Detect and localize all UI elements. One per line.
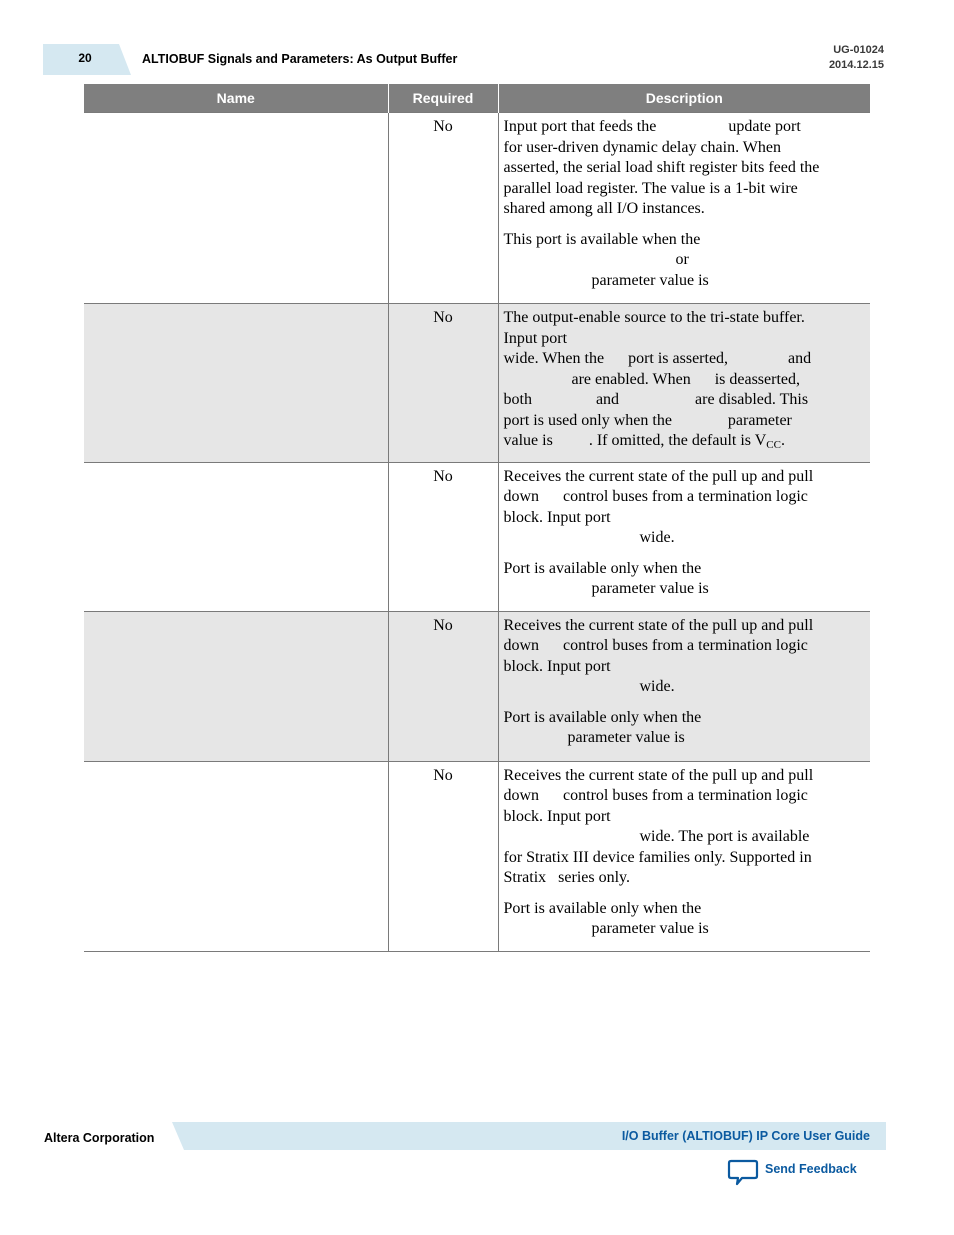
doc-info (829, 43, 884, 73)
table-row (84, 113, 870, 304)
doc-date: 2014.12.15 (828, 59, 884, 71)
send-feedback-label[interactable]: Send Feedback (765, 1162, 857, 1176)
description-paragraph: This port is available when the or parameter value is (503, 230, 709, 289)
cell-description (498, 304, 870, 463)
cell-required: No (388, 113, 498, 304)
description-paragraph: Input port that feeds the update port for user-driven dynamic delay chain. When asserted, the serial load shift register bits feed the parallel load register. The value is a 1-bit wire shared among all I/O instances. (503, 118, 820, 217)
cell-name (84, 611, 388, 761)
cell-required: No (388, 611, 498, 761)
chat-bubble-icon (727, 1158, 759, 1186)
company-name: Altera Corporation (44, 1131, 155, 1145)
cell-description (498, 462, 870, 611)
column-header-required: Required (388, 84, 498, 113)
description-paragraph: Receives the current state of the pull up and pull down control buses from a termination logic block. Input port wide. The port is available for Stratix III device families only. Supported in Stratix series only. (503, 766, 814, 886)
signals-table (84, 84, 870, 952)
cell-description (498, 611, 870, 761)
cell-required: No (388, 761, 498, 951)
cell-description (498, 761, 870, 951)
description-paragraph: Receives the current state of the pull up and pull down control buses from a termination logic block. Input port wide. (503, 616, 814, 695)
cell-name (84, 113, 388, 304)
doc-id: UG-01024 (833, 44, 884, 56)
section-title: ALTIOBUF Signals and Parameters: As Output Buffer (142, 52, 458, 66)
description-paragraph: Receives the current state of the pull up and pull down control buses from a termination logic block. Input port wide. (503, 467, 814, 546)
table-row (84, 304, 870, 463)
cell-name (84, 462, 388, 611)
cell-description (498, 113, 870, 304)
cell-required: No (388, 304, 498, 463)
table-row (84, 611, 870, 761)
description-paragraph: Port is available only when the parameter value is (503, 559, 709, 597)
cell-name (84, 761, 388, 951)
description-paragraph: The output-enable source to the tri-state buffer. Input port wide. When the port is asserted, and are enabled. When is deasserted, both and are disabled. This port is used only when the parameter value is . If omitted, the default is $V_{CC}$. (504, 308, 859, 452)
vcc-subscript: CC (766, 439, 781, 451)
column-header-description: Description (498, 84, 870, 113)
cell-name (84, 304, 388, 463)
table-row (84, 462, 870, 611)
page-number: 20 (78, 51, 92, 65)
column-header-name: Name (84, 84, 388, 113)
guide-title-link[interactable]: I/O Buffer (ALTIOBUF) IP Core User Guide (621, 1129, 870, 1143)
description-paragraph: Port is available only when the parameter value is (503, 899, 709, 937)
table-row (84, 761, 870, 951)
cell-required: No (388, 462, 498, 611)
vcc-line: value is . If omitted, the default is $V_{CC}$. (503, 432, 785, 451)
table-header-row (84, 84, 870, 113)
description-paragraph: Port is available only when the parameter value is (503, 708, 702, 746)
